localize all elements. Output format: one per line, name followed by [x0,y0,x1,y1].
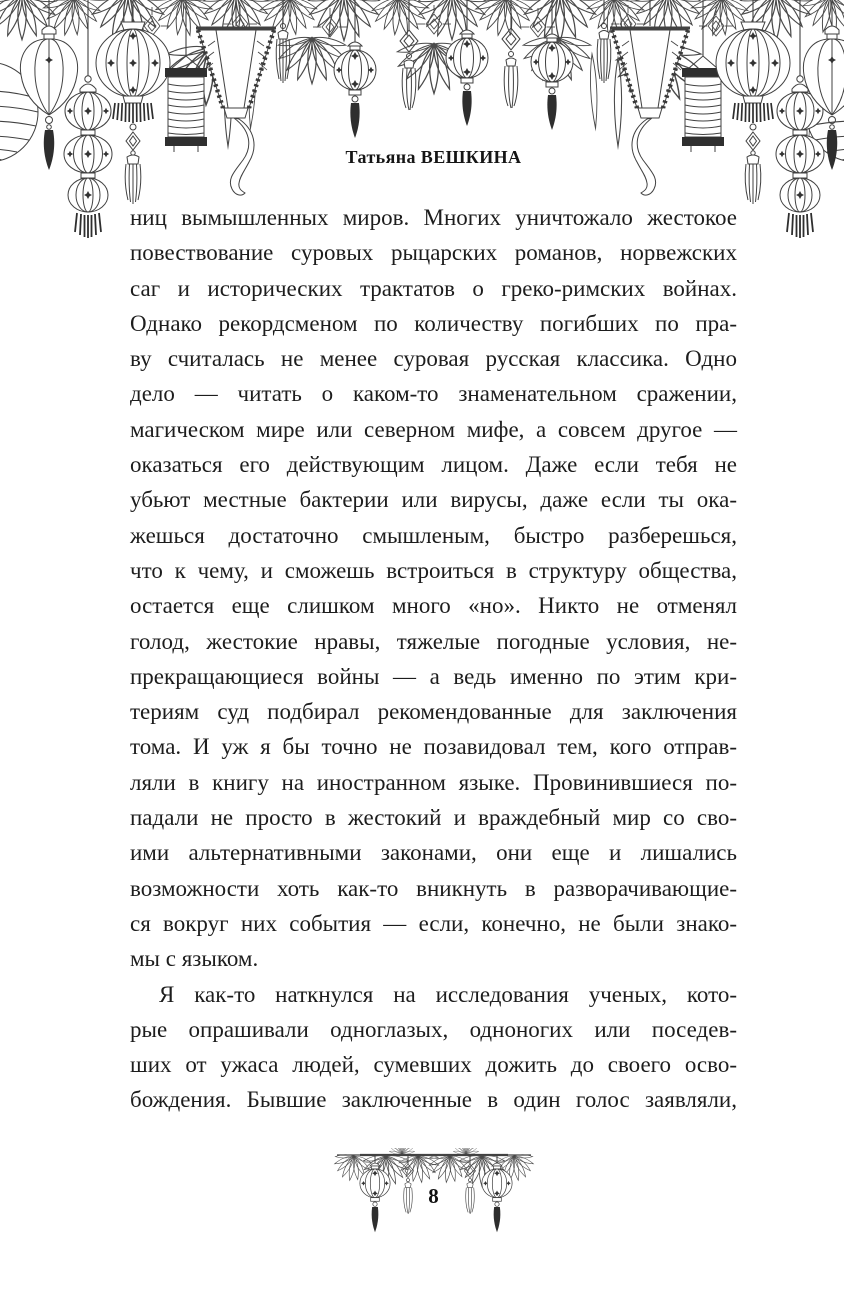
text-line: Я как-то наткнулся на исследования ученых, кото- [159,981,737,1007]
text-line: Однако рекордсменом по количеству погибших по пра- [130,310,737,336]
small-round-lantern [334,42,376,138]
hanging-tassel [597,24,611,84]
running-header: Татьяна ВЕШКИНА [345,147,522,167]
stacked-ball-lantern [64,76,112,238]
page-number: 8 [428,1184,439,1208]
text-line: рые опрашивали одноглазых, одноногих или поседев- [130,1016,737,1042]
text-line: ляли в книгу на иностранном языке. Провинившиеся по- [130,769,737,795]
diamond-pendant-tassel [400,30,418,110]
text-line: ся вокруг них события — если, конечно, не были знако- [130,910,737,936]
text-line: бождения. Бывшие заключенные в один голос заявляли, [130,1087,737,1113]
text-line: мы с языком. [130,946,259,972]
text-line: ших от ужаса людей, сумевших дожить до своего осво- [130,1052,737,1078]
page-text [130,200,737,1118]
text-line: остается еще слишком много «но». Никто не отменял [130,593,737,619]
small-round-lantern [446,30,488,126]
text-line: повествование суровых рыцарских романов, норвежских [130,240,737,266]
hanging-tassel [276,24,290,84]
text-line: ими альтернативными законами, они еще и лишались [130,840,737,866]
text-line: магическом мире или северном мифе, а совсем другое — [130,416,737,442]
text-line: прекращающиеся войны — а ведь именно по этим кри- [130,663,737,689]
text-line: териям суд подбирал рекомендованные для заключения [130,699,737,725]
cylinder-lantern [165,56,207,152]
text-line: тома. И уж я бы точно не позавидовал тем, кого отправ- [130,734,737,760]
text-line: ву считалась не менее суровая русская классика. Одно [130,346,737,372]
text-line: оказаться его действующим лицом. Даже если тебя не [130,452,737,478]
text-line: дело — читать о каком-то знаменательном сражении, [130,381,737,407]
text-line: голод, жестокие нравы, тяжелые погодные условия, не- [130,628,737,654]
text-line: возможности хоть как-то вникнуть в разворачивающие- [130,875,737,901]
small-round-lantern [531,34,573,130]
text-line: убьют местные бактерии или вирусы, даже если ты ока- [130,487,737,513]
text-line: жешься достаточно смышленым, быстро разберешься, [130,522,737,548]
diamond-pendant-tassel [502,28,520,108]
text-line: падали не просто в жестокий и враждебный мир со сво- [130,805,737,831]
text-line: саг и исторических трактатов о греко-римских войнах. [130,275,737,301]
cone-lantern [196,28,276,195]
text-line: ниц вымышленных миров. Многих уничтожало жестокое [130,205,737,230]
text-line: что к чему, и сможешь встроиться в структуру общества, [130,557,737,583]
